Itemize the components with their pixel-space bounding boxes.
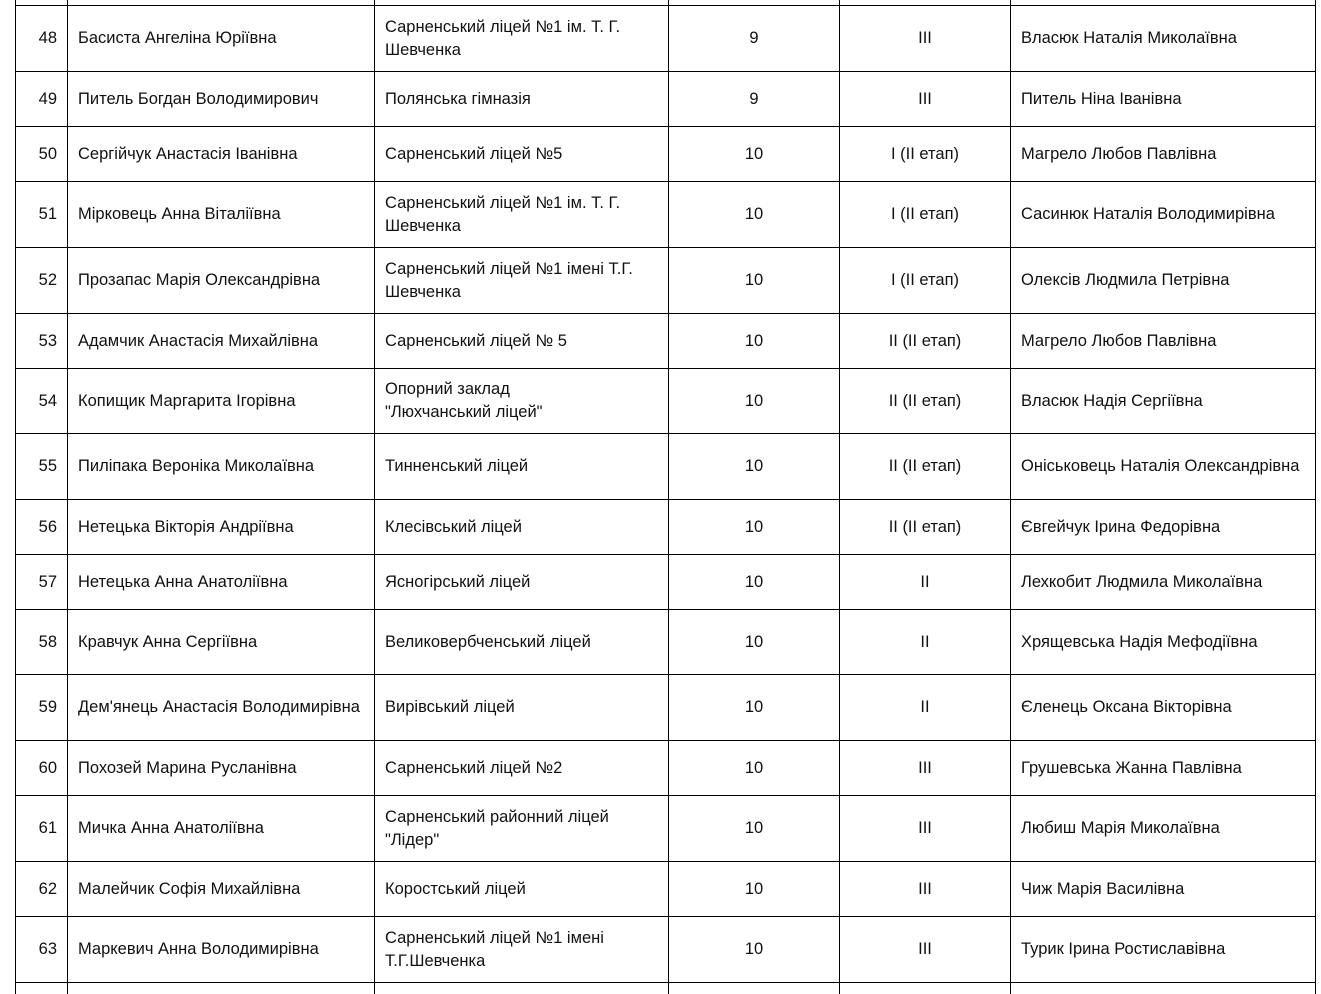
student-name: Адамчик Анастасія Михайлівна bbox=[68, 314, 375, 369]
teacher-name: Любиш Марія Миколаївна bbox=[1011, 796, 1316, 862]
results-table bbox=[15, 0, 1316, 994]
place: ІІ bbox=[840, 610, 1011, 675]
place: ІІ (ІІ етап) bbox=[840, 434, 1011, 500]
table-row bbox=[16, 555, 1316, 610]
student-name: Мірковець Анна Віталіївна bbox=[68, 182, 375, 248]
teacher-name: Турик Ірина Ростиславівна bbox=[1011, 917, 1316, 983]
place: І (ІІ етап) bbox=[840, 182, 1011, 248]
grade: 10 bbox=[669, 369, 840, 434]
school-name-line-1: Сарненський ліцей №1 імені Т.Г. bbox=[385, 259, 633, 278]
teacher-name: Грушевська Жанна Павлівна bbox=[1011, 741, 1316, 796]
student-name: Похозей Марина Русланівна bbox=[68, 741, 375, 796]
table-row bbox=[16, 127, 1316, 182]
school-name-line-2: Шевченка bbox=[385, 216, 461, 235]
teacher-name: Євгейчук Ірина Федорівна bbox=[1011, 500, 1316, 555]
teacher-name: Єленець Оксана Вікторівна bbox=[1011, 675, 1316, 741]
place: І (ІІ етап) bbox=[840, 248, 1011, 314]
school-name-line-1: Опорний заклад bbox=[385, 380, 510, 398]
table-row bbox=[16, 434, 1316, 500]
grade: 10 bbox=[669, 127, 840, 182]
place: ІІІ bbox=[840, 72, 1011, 127]
place: ІІ (ІІ етап) bbox=[840, 500, 1011, 555]
table-row bbox=[16, 72, 1316, 127]
teacher-name: Магрело Любов Павлівна bbox=[1011, 127, 1316, 182]
school-name-line-2: Т.Г.Шевченка bbox=[385, 951, 486, 970]
school-name-line-1: Полянська гімназія bbox=[385, 89, 531, 108]
table-row bbox=[16, 369, 1316, 434]
school-name-line-2: Шевченка bbox=[385, 282, 461, 301]
school-name-line-1: Ясногірський ліцей bbox=[385, 572, 531, 591]
table-row bbox=[16, 500, 1316, 555]
cell-empty bbox=[669, 983, 840, 994]
table-row bbox=[16, 741, 1316, 796]
school-name-line-1: Сарненський ліцей №5 bbox=[385, 144, 563, 163]
grade: 10 bbox=[669, 500, 840, 555]
teacher-name: Чиж Марія Василівна bbox=[1011, 862, 1316, 917]
table-row bbox=[16, 6, 1316, 72]
school-name bbox=[375, 72, 669, 127]
student-name: Пиліпака Вероніка Миколаївна bbox=[68, 434, 375, 500]
school-name bbox=[375, 741, 669, 796]
school-name bbox=[375, 675, 669, 741]
table-row bbox=[16, 182, 1316, 248]
school-name bbox=[375, 6, 669, 72]
school-name bbox=[375, 500, 669, 555]
cell-empty bbox=[68, 983, 375, 994]
school-name-line-1: Коростський ліцей bbox=[385, 879, 526, 898]
row-number: 48 bbox=[16, 6, 68, 72]
teacher-name: Питель Ніна Іванівна bbox=[1011, 72, 1316, 127]
student-name: Кравчук Анна Сергіївна bbox=[68, 610, 375, 675]
table-row-partial-bottom bbox=[16, 983, 1316, 994]
school-name-line-2: Шевченка bbox=[385, 40, 461, 59]
grade: 10 bbox=[669, 555, 840, 610]
cell-empty bbox=[840, 983, 1011, 994]
grade: 9 bbox=[669, 6, 840, 72]
row-number: 58 bbox=[16, 610, 68, 675]
school-name bbox=[375, 434, 669, 500]
school-name bbox=[375, 369, 669, 434]
row-number: 49 bbox=[16, 72, 68, 127]
school-name-line-2: "Лідер" bbox=[385, 830, 440, 849]
cell-empty bbox=[16, 983, 68, 994]
row-number: 59 bbox=[16, 675, 68, 741]
row-number: 52 bbox=[16, 248, 68, 314]
school-name bbox=[375, 314, 669, 369]
row-number: 51 bbox=[16, 182, 68, 248]
cell-empty bbox=[1011, 983, 1316, 994]
place: ІІ (ІІ етап) bbox=[840, 369, 1011, 434]
school-name bbox=[375, 917, 669, 983]
grade: 10 bbox=[669, 741, 840, 796]
school-name bbox=[375, 610, 669, 675]
place: ІІІ bbox=[840, 796, 1011, 862]
student-name: Басиста Ангеліна Юріївна bbox=[68, 6, 375, 72]
school-name-line-1: Сарненський ліцей №2 bbox=[385, 758, 563, 777]
teacher-name: Олексів Людмила Петрівна bbox=[1011, 248, 1316, 314]
row-number: 56 bbox=[16, 500, 68, 555]
student-name: Питель Богдан Володимирович bbox=[68, 72, 375, 127]
student-name: Сергійчук Анастасія Іванівна bbox=[68, 127, 375, 182]
place: ІІ bbox=[840, 555, 1011, 610]
grade: 10 bbox=[669, 862, 840, 917]
school-name-line-1: Сарненський ліцей № 5 bbox=[385, 331, 567, 350]
table-row bbox=[16, 796, 1316, 862]
place: ІІІ bbox=[840, 741, 1011, 796]
row-number: 60 bbox=[16, 741, 68, 796]
school-name bbox=[375, 796, 669, 862]
row-number: 57 bbox=[16, 555, 68, 610]
table-row bbox=[16, 610, 1316, 675]
table-row bbox=[16, 917, 1316, 983]
school-name bbox=[375, 127, 669, 182]
row-number: 55 bbox=[16, 434, 68, 500]
student-name: Дем'янець Анастасія Володимирівна bbox=[68, 675, 375, 741]
school-name-line-1: Великовербченський ліцей bbox=[385, 632, 591, 651]
teacher-name: Оніськовець Наталія Олександрівна bbox=[1011, 434, 1316, 500]
grade: 10 bbox=[669, 314, 840, 369]
school-name-line-1: Тинненський ліцей bbox=[385, 457, 529, 475]
student-name: Копищик Маргарита Ігорівна bbox=[68, 369, 375, 434]
school-name bbox=[375, 248, 669, 314]
school-name bbox=[375, 555, 669, 610]
school-name bbox=[375, 862, 669, 917]
cell-empty bbox=[375, 983, 669, 994]
results-table-body bbox=[16, 0, 1316, 994]
table-row bbox=[16, 314, 1316, 369]
place: ІІ bbox=[840, 675, 1011, 741]
teacher-name: Сасинюк Наталія Володимирівна bbox=[1011, 182, 1316, 248]
grade: 10 bbox=[669, 675, 840, 741]
teacher-name: Хрящевська Надія Мефодіївна bbox=[1011, 610, 1316, 675]
place: ІІІ bbox=[840, 862, 1011, 917]
grade: 10 bbox=[669, 610, 840, 675]
grade: 10 bbox=[669, 434, 840, 500]
student-name: Маркевич Анна Володимирівна bbox=[68, 917, 375, 983]
row-number: 54 bbox=[16, 369, 68, 434]
place: ІІІ bbox=[840, 917, 1011, 983]
school-name-line-1: Сарненський ліцей №1 ім. Т. Г. bbox=[385, 193, 621, 212]
student-name: Мичка Анна Анатоліївна bbox=[68, 796, 375, 862]
grade: 10 bbox=[669, 796, 840, 862]
place: ІІІ bbox=[840, 6, 1011, 72]
place: ІІ (ІІ етап) bbox=[840, 314, 1011, 369]
table-row bbox=[16, 862, 1316, 917]
teacher-name: Власюк Наталія Миколаївна bbox=[1011, 6, 1316, 72]
student-name: Нетецька Анна Анатоліївна bbox=[68, 555, 375, 610]
row-number: 53 bbox=[16, 314, 68, 369]
place: І (ІІ етап) bbox=[840, 127, 1011, 182]
school-name-line-1: Клесівський ліцей bbox=[385, 517, 522, 536]
grade: 10 bbox=[669, 917, 840, 983]
row-number: 62 bbox=[16, 862, 68, 917]
student-name: Малейчик Софія Михайлівна bbox=[68, 862, 375, 917]
teacher-name: Власюк Надія Сергіївна bbox=[1011, 369, 1316, 434]
school-name-line-2: "Люхчанський ліцей" bbox=[385, 403, 543, 421]
school-name-line-1: Сарненський ліцей №1 імені bbox=[385, 928, 604, 947]
school-name-line-1: Вирівський ліцей bbox=[385, 698, 515, 716]
table-row bbox=[16, 248, 1316, 314]
grade: 9 bbox=[669, 72, 840, 127]
row-number: 63 bbox=[16, 917, 68, 983]
teacher-name: Лехкобит Людмила Миколаївна bbox=[1011, 555, 1316, 610]
school-name-line-1: Сарненський районний ліцей bbox=[385, 807, 609, 826]
grade: 10 bbox=[669, 182, 840, 248]
school-name bbox=[375, 182, 669, 248]
row-number: 61 bbox=[16, 796, 68, 862]
school-name-line-1: Сарненський ліцей №1 ім. Т. Г. bbox=[385, 17, 621, 36]
table-row bbox=[16, 675, 1316, 741]
teacher-name: Магрело Любов Павлівна bbox=[1011, 314, 1316, 369]
row-number: 50 bbox=[16, 127, 68, 182]
student-name: Нетецька Вікторія Андріївна bbox=[68, 500, 375, 555]
grade: 10 bbox=[669, 248, 840, 314]
student-name: Прозапас Марія Олександрівна bbox=[68, 248, 375, 314]
